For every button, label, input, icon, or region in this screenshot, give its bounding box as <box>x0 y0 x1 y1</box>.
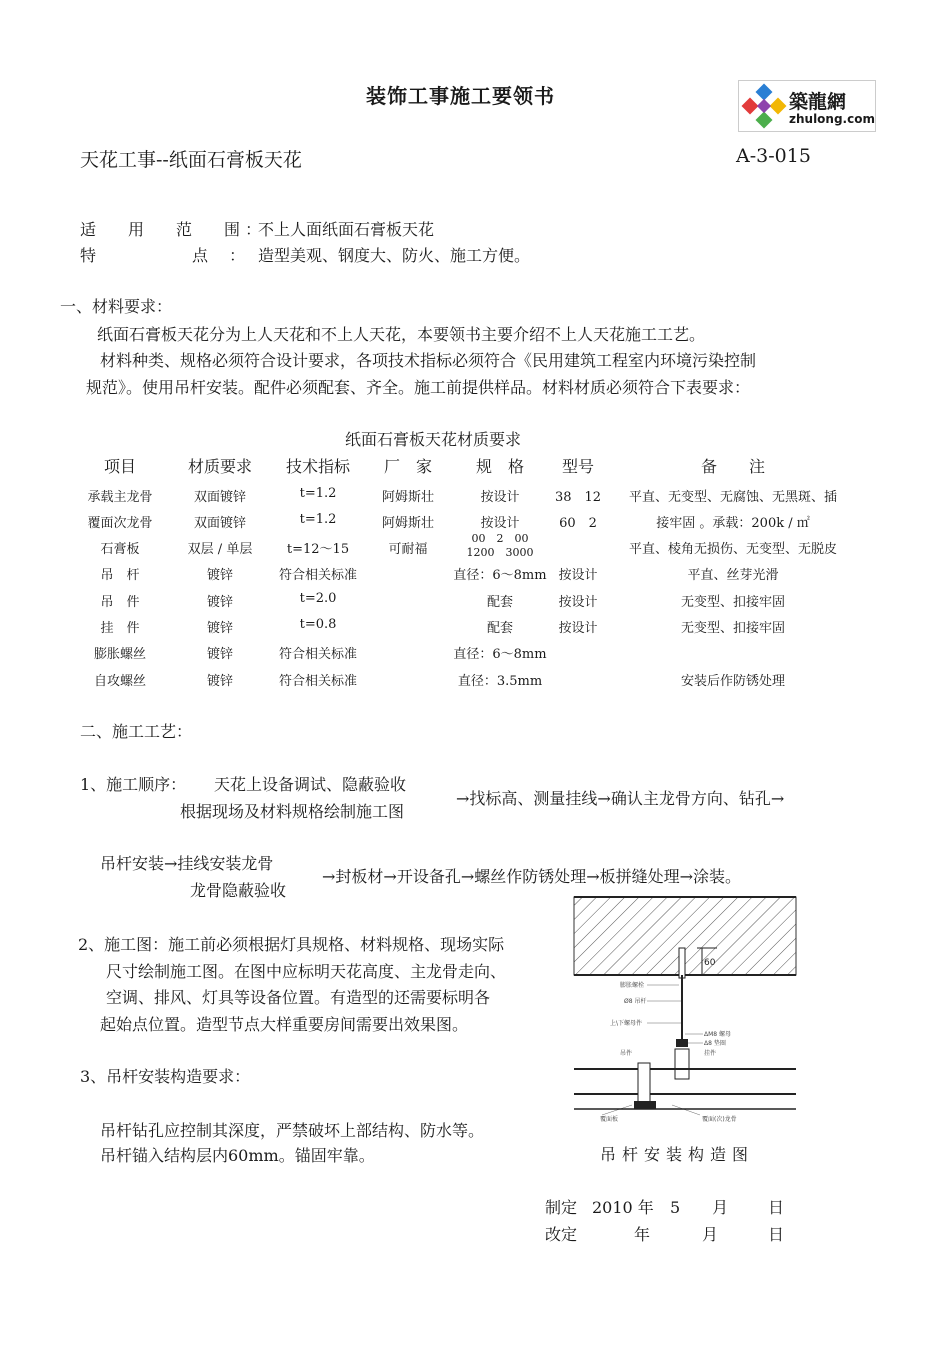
step1-text-e: 龙骨隐蔽验收 <box>190 881 287 900</box>
step1-text-d: 吊杆安装→挂线安装龙骨 <box>100 854 274 873</box>
label-clip: 吊件 <box>620 1050 633 1057</box>
table-cell: 60 2 <box>559 516 597 531</box>
document-code: A-3-015 <box>736 145 811 167</box>
document-subject: 天花工事--纸面石膏板天花 <box>80 149 302 171</box>
table-header-cell: 项目 <box>103 457 136 476</box>
label-rod: Ø8 吊杆 <box>624 998 647 1005</box>
label-board: 覆面板 <box>600 1116 619 1123</box>
table-cell: 接牢固 。承载：200k / ㎡ <box>656 516 810 531</box>
revised-label: 改定 <box>545 1225 578 1244</box>
table-cell: 按设计 <box>558 621 598 636</box>
table-cell: 直径：3.5mm <box>457 674 543 689</box>
section1-para2a: 材料种类、规格必须符合设计要求，各项技术指标必须符合《民用建筑工程室内环境污染控制 <box>100 351 757 370</box>
label-anchor: 膨胀螺栓 <box>620 982 645 989</box>
hanger-rod-diagram <box>572 893 798 1133</box>
table-cell: 1200 3000 <box>466 546 534 559</box>
label-nut: ΔM8 螺母 <box>704 1031 732 1038</box>
table-header-cell: 厂 家 <box>383 457 432 476</box>
table-cell: 按设计 <box>558 568 598 583</box>
table-cell: 平直、丝芽光滑 <box>687 568 779 583</box>
label-secondary-keel: 覆面(次)龙骨 <box>702 1116 737 1123</box>
table-cell: 按设计 <box>480 516 520 531</box>
scope-value: 不上人面纸面石膏板天花 <box>258 220 435 239</box>
table-cell: 无变型、扣接牢固 <box>680 621 785 636</box>
section1-heading: 一、材料要求： <box>60 297 173 316</box>
step2-line-d: 起始点位置。造型节点大样重要房间需要出效果图。 <box>100 1015 469 1034</box>
made-label: 制定 <box>545 1198 578 1217</box>
table-cell: 按设计 <box>558 595 598 610</box>
label-nut-upper: 上\下螺母件 <box>610 1020 643 1027</box>
made-month: 5 月 <box>670 1198 729 1217</box>
table-cell: 镀锌 <box>206 568 233 583</box>
table-cell: 配套 <box>486 595 513 610</box>
table-cell: 吊 杆 <box>100 568 140 583</box>
table-cell: 阿姆斯壮 <box>381 516 434 531</box>
step1-text-b: 根据现场及材料规格绘制施工图 <box>180 802 405 821</box>
step3-line-a: 吊杆钻孔应控制其深度，严禁破坏上部结构、防水等。 <box>100 1121 485 1140</box>
table-cell: 挂 件 <box>100 621 140 636</box>
hanger-bracket <box>675 1049 689 1079</box>
step2-line-a: 2、施工图：施工前必须根据灯具规格、材料规格、现场实际 <box>78 935 505 954</box>
page-title: 装饰工事施工要领书 <box>366 84 555 108</box>
table-cell: 按设计 <box>480 490 520 505</box>
feature-label: 特 点 ： <box>80 246 246 265</box>
label-washer: Δ8 垫圈 <box>704 1040 726 1047</box>
scope-label: 适 用 范 围 ： <box>80 220 262 239</box>
table-title: 纸面石膏板天花材质要求 <box>345 430 522 449</box>
table-header-cell: 备 注 <box>700 457 765 476</box>
table-cell: 双面镀锌 <box>193 516 246 531</box>
logo-url: zhulong.com <box>789 112 875 126</box>
step2-line-c: 空调、排风、灯具等设备位置。有造型的还需要标明各 <box>106 988 491 1007</box>
made-day: 日 <box>768 1198 785 1217</box>
table-cell: 符合相关标准 <box>278 647 357 662</box>
keel-base <box>634 1101 656 1109</box>
table-cell: 38 12 <box>554 490 602 505</box>
table-cell: 镀锌 <box>206 621 233 636</box>
table-cell: 镀锌 <box>206 595 233 610</box>
table-cell: 吊 件 <box>100 595 140 610</box>
table-cell: 安装后作防锈处理 <box>680 674 785 689</box>
table-cell: 符合相关标准 <box>278 568 357 583</box>
table-header-cell: 型号 <box>561 457 594 476</box>
table-cell: 直径：6～8mm <box>453 568 547 583</box>
table-cell: 镀锌 <box>206 647 233 662</box>
table-cell: 镀锌 <box>206 674 233 689</box>
table-cell: 双层 / 单层 <box>187 542 253 557</box>
dimension-label: 60 <box>704 958 716 968</box>
table-cell: 双面镀锌 <box>193 490 246 505</box>
step1-label: 1、施工顺序： <box>80 775 187 794</box>
table-cell: 配套 <box>486 621 513 636</box>
table-cell: t=0.8 <box>299 617 337 632</box>
section2-heading: 二、施工工艺： <box>80 722 193 741</box>
table-cell: 膨胀螺丝 <box>93 647 146 662</box>
keel-clip <box>638 1063 650 1107</box>
table-cell: 平直、棱角无损伤、无变型、无脱皮 <box>628 542 837 557</box>
diagram-caption: 吊杆安装构造图 <box>600 1145 755 1164</box>
step2-line-b: 尺寸绘制施工图。在图中应标明天花高度、主龙骨走向、 <box>106 962 507 981</box>
logo <box>738 80 876 132</box>
table-header-cell: 规 格 <box>475 457 524 476</box>
section1-para1: 纸面石膏板天花分为上人天花和不上人天花，本要领书主要介绍不上人天花施工工艺。 <box>97 325 706 344</box>
step3-line-b: 吊杆锚入结构层内60mm。锚固牢靠。 <box>100 1146 375 1165</box>
step1-text-a: 天花上设备调试、隐蔽验收 <box>214 775 407 794</box>
table-header-cell: 技术指标 <box>285 457 350 476</box>
step1-text-c: →找标高、测量挂线→确认主龙骨方向、钻孔→ <box>456 789 785 808</box>
table-cell: 可耐福 <box>388 542 428 557</box>
table-cell: t=1.2 <box>299 486 337 501</box>
step1-text-f: →封板材→开设备孔→螺丝作防锈处理→板拼缝处理→涂装。 <box>322 867 742 886</box>
table-cell: 承载主龙骨 <box>87 490 153 505</box>
made-year: 2010 年 <box>592 1198 654 1217</box>
logo-text: 築龍網 <box>789 91 847 113</box>
table-cell: 直径：6～8mm <box>453 647 547 662</box>
expansion-anchor <box>679 948 685 978</box>
table-cell: 覆面次龙骨 <box>87 516 153 531</box>
feature-value: 造型美观、钢度大、防火、施工方便。 <box>258 246 531 265</box>
table-cell: t=12～15 <box>286 542 350 557</box>
table-cell: 平直、无变型、无腐蚀、无黑斑、插 <box>628 490 837 505</box>
table-header-cell: 材质要求 <box>187 457 252 476</box>
section1-para2b: 规范》。使用吊杆安装。配件必须配套、齐全。施工前提供样品。材料材质必须符合下表要求： <box>86 378 751 397</box>
revised-month: 月 <box>702 1225 719 1244</box>
table-cell: 符合相关标准 <box>278 674 357 689</box>
table-cell: 石膏板 <box>100 542 140 557</box>
revised-day: 日 <box>768 1225 785 1244</box>
table-cell: 00 2 00 <box>471 532 529 545</box>
table-cell: t=1.2 <box>299 512 337 527</box>
table-cell: 阿姆斯壮 <box>381 490 434 505</box>
nut-fitting <box>676 1039 688 1047</box>
logo-icon <box>741 83 787 129</box>
table-cell: 无变型、扣接牢固 <box>680 595 785 610</box>
label-hanger: 挂件 <box>704 1050 717 1057</box>
table-cell: 自攻螺丝 <box>93 674 146 689</box>
revised-year: 年 <box>634 1225 651 1244</box>
step3-heading: 3、吊杆安装构造要求： <box>80 1067 251 1086</box>
table-cell: t=2.0 <box>299 591 337 606</box>
